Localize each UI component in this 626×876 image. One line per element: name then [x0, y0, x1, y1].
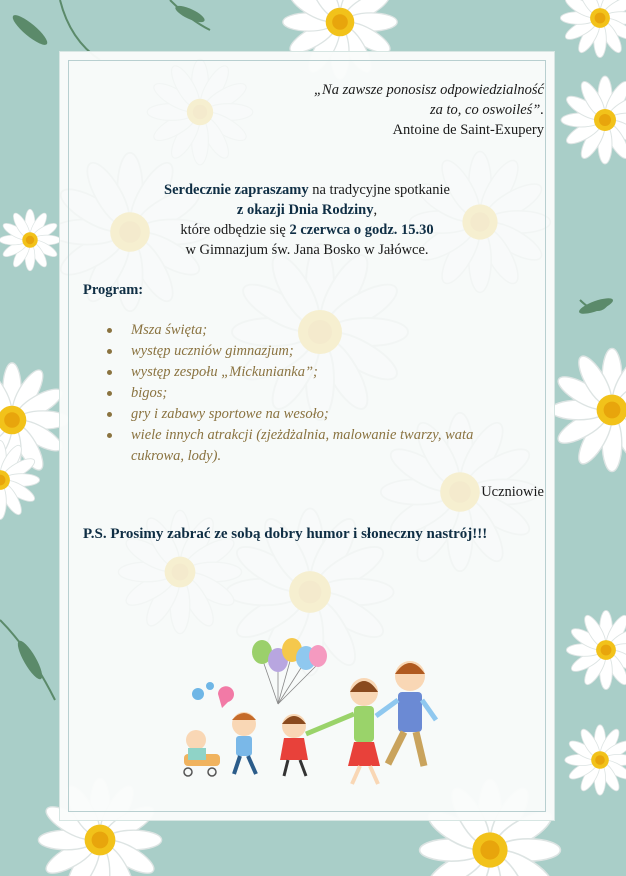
bullet-icon [107, 412, 112, 417]
invite-text: które odbędzie się [180, 222, 290, 238]
list-item [107, 383, 527, 404]
quote-block [314, 80, 544, 140]
quote-author: Antoine de Saint-Exupery [392, 122, 544, 138]
invitation-card [60, 52, 554, 820]
program-item-text: gry i zabawy sportowe na wesoło; [131, 406, 329, 422]
program-item-text: bigos; [131, 385, 168, 401]
mother-icon [306, 678, 380, 784]
bullet-icon [107, 391, 112, 396]
balloons-icon [252, 638, 327, 704]
bullet-icon [107, 433, 112, 438]
invite-text: na tradycyjne spotkanie [308, 182, 450, 198]
girl-icon [280, 714, 308, 776]
invite-text: , [373, 202, 378, 218]
invite-date: 2 czerwca o godz. 15.30 [289, 222, 434, 238]
baby-stroller-icon [184, 682, 234, 776]
quote-line: za to, co oswoileś”. [430, 102, 544, 118]
program-item-text: Msza święta; [131, 322, 208, 338]
program-list [107, 320, 527, 467]
quote-line: „Na zawsze ponosisz odpowiedzialność [313, 82, 544, 98]
list-item [107, 341, 527, 362]
invite-bold: Serdecznie zapraszamy [164, 182, 309, 198]
list-item [107, 425, 527, 446]
bullet-icon [107, 349, 112, 354]
program-item-text: wiele innych atrakcji (zjeżdżalnia, malowanie twarzy, wata [131, 427, 474, 443]
program-item-text: występ zespołu „Mickunianka”; [131, 364, 318, 380]
bullet-icon [107, 370, 112, 375]
father-icon [376, 661, 436, 766]
program-label: Program: [83, 282, 144, 298]
program-item-text: cukrowa, lody). [131, 448, 222, 464]
signature: Uczniowie [481, 484, 544, 500]
invite-bold: z okazji Dnia Rodziny [236, 202, 374, 218]
boy-icon [232, 712, 256, 774]
bullet-icon [107, 328, 112, 333]
program-item-text: występ uczniów gimnazjum; [131, 343, 294, 359]
list-item [107, 320, 527, 341]
list-item [107, 404, 527, 425]
invite-location: w Gimnazjum św. Jana Bosko w Jałówce. [185, 242, 429, 258]
list-item-continuation [107, 446, 527, 467]
invitation-text [60, 180, 554, 260]
family-illustration [178, 634, 438, 794]
postscript: P.S. Prosimy zabrać ze sobą dobry humor i słoneczny nastrój!!! [83, 526, 488, 542]
list-item [107, 362, 527, 383]
